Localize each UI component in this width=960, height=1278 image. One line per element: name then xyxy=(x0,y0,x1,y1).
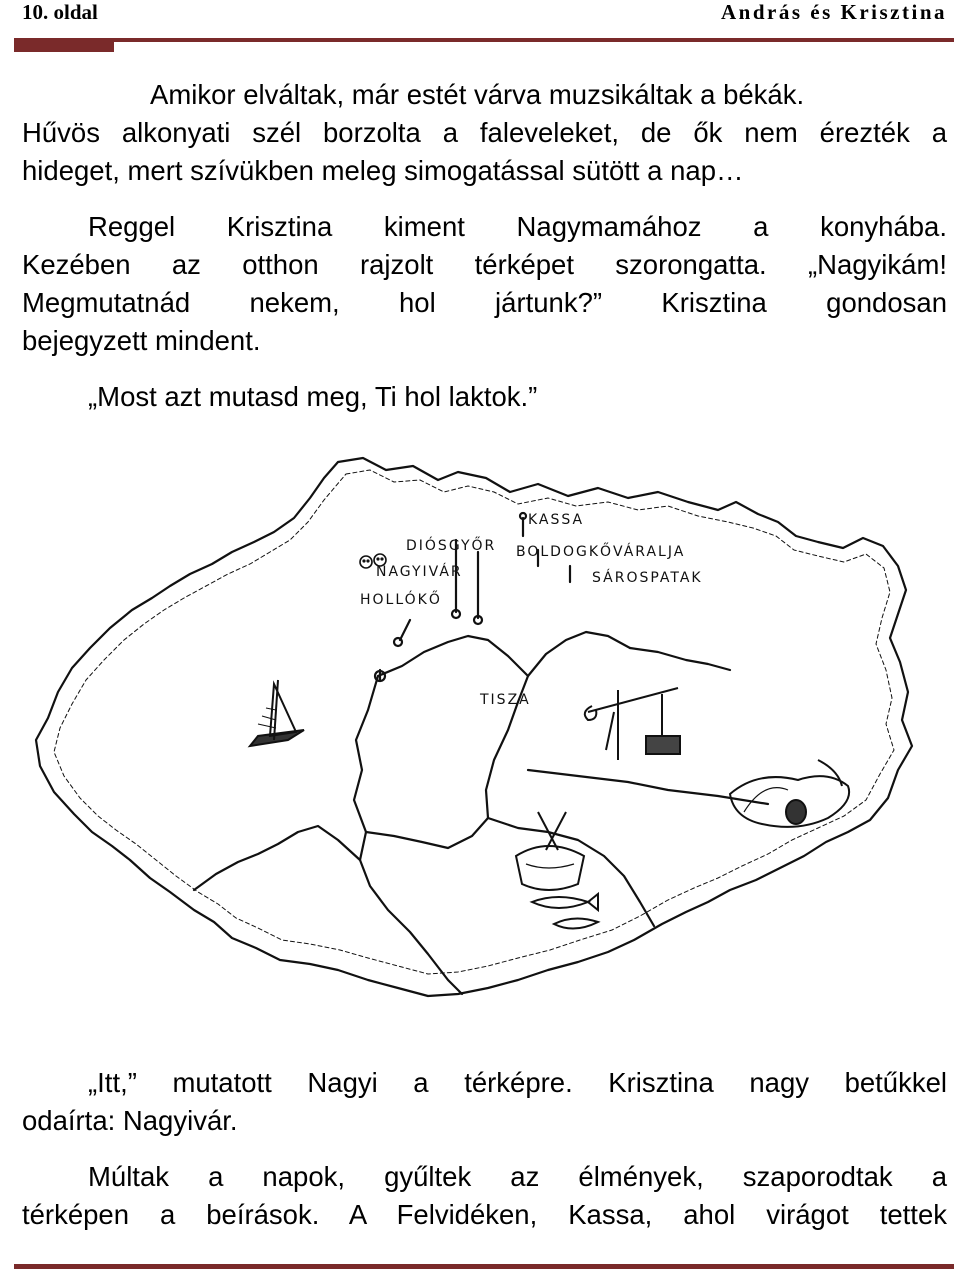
paragraph-4 xyxy=(22,1064,947,1140)
text-line: „Itt,” mutatott Nagyi a térképre. Krisztina nagy betűkkel xyxy=(88,1067,947,1098)
map-label-boldogkovaralja: BOLDOGKŐVÁRALJA xyxy=(516,544,686,560)
scale-icon xyxy=(585,688,680,760)
map-label-holloko: HOLLÓKŐ xyxy=(360,592,442,608)
hand-drawn-map xyxy=(18,440,948,1020)
text-line: Kezében az otthon rajzolt térképet szorongatta. „Nagyikám! xyxy=(22,249,947,280)
map-label-kassa: KASSA xyxy=(528,512,585,528)
map-label-nagyivar: NAGYIVÁR xyxy=(376,564,463,580)
text-line: Hűvös alkonyati szél borzolta a faleveleket, de ők nem érezték a xyxy=(22,117,947,148)
text-line: Amikor elváltak, már estét várva muzsikáltak a békák. xyxy=(150,79,805,110)
text-line: Múltak a napok, gyűltek az élmények, szaporodtak a xyxy=(88,1161,947,1192)
sailboat-icon xyxy=(250,680,304,746)
header-rule xyxy=(14,38,954,42)
map-label-sarospatak: SÁROSPATAK xyxy=(592,570,703,586)
page-header xyxy=(22,0,947,30)
paragraph-3 xyxy=(22,378,947,416)
text-line: bejegyzett mindent. xyxy=(22,325,261,356)
text-line: „Most azt mutasd meg, Ti hol laktok.” xyxy=(88,381,538,412)
text-line: Reggel Krisztina kiment Nagymamához a konyhába. xyxy=(88,211,947,242)
text-line: odaírta: Nagyivár. xyxy=(22,1105,238,1136)
text-line: térképen a beírások. A Felvidéken, Kassa, ahol virágot tettek xyxy=(22,1199,947,1230)
sausage-ham-icon xyxy=(730,760,849,827)
page-number: 10. oldal xyxy=(22,0,98,24)
text-line: Megmutatnád nekem, hol jártunk?” Krisztina gondosan xyxy=(22,287,947,318)
map-label-tisza: TISZA xyxy=(480,692,531,708)
text-line: hideget, mert szívükben meleg simogatással sütött a nap… xyxy=(22,155,744,186)
header-rule-tab xyxy=(14,38,114,52)
paragraph-1 xyxy=(22,76,947,190)
footer-rule xyxy=(14,1264,954,1269)
paragraph-2 xyxy=(22,208,947,360)
map-label-diosgyor: DIÓSGYŐR xyxy=(406,538,497,554)
paragraph-5 xyxy=(22,1158,947,1234)
smiley-faces-icon xyxy=(360,554,386,568)
running-title: András és Krisztina xyxy=(721,0,947,24)
